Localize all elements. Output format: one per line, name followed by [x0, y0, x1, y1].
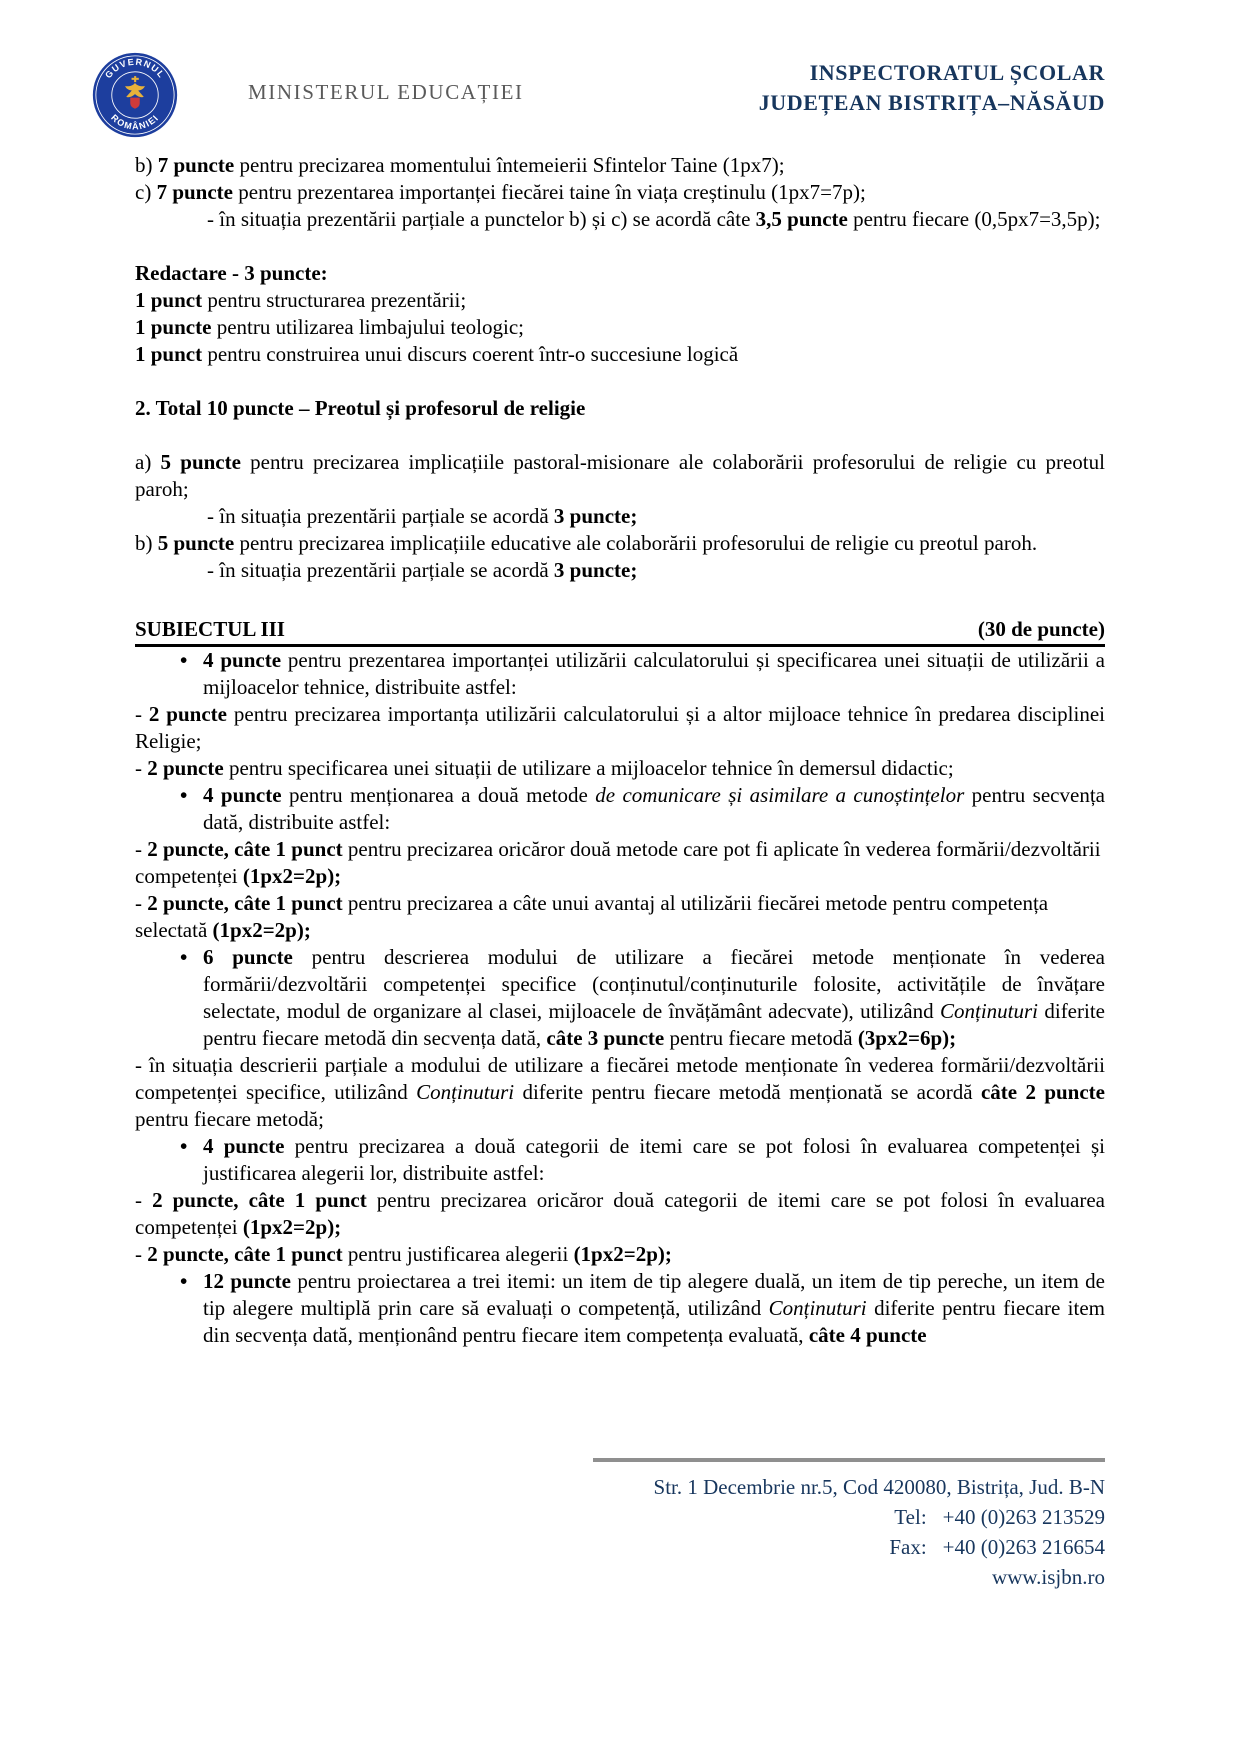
- paragraph: [135, 836, 1105, 890]
- text-run: pentru prezentarea importanței fiecărei taine în viața creștinulu (1px7=7p);: [233, 180, 866, 204]
- paragraph: [135, 755, 1105, 782]
- bullet-item: [135, 1268, 1105, 1349]
- text-run: pentru precizarea implicațiile pastoral-misionare ale colaborării profesorului de religie cu preotul paroh;: [135, 450, 1105, 501]
- text-run: pentru menționarea a două metode: [281, 783, 596, 807]
- bullet-icon: •: [180, 945, 188, 969]
- paragraph: [135, 314, 1105, 341]
- bullet-icon: •: [180, 1134, 188, 1158]
- text-run: 3,5 puncte: [755, 207, 848, 231]
- paragraph: [135, 1187, 1105, 1241]
- text-run: diferite pentru fiecare item din secvența dată, menționând pentru fiecare item competența evaluată,: [203, 1296, 1105, 1347]
- text-run: 3 puncte;: [553, 558, 638, 582]
- text-run: câte 4 puncte: [808, 1323, 927, 1347]
- text-run: - în situația prezentării parțiale a punctelor b) și c) se acordă câte: [207, 207, 756, 231]
- text-run: 5 puncte: [160, 450, 241, 474]
- text-run: -: [135, 756, 148, 780]
- text-run: pentru precizarea a două categorii de itemi care se pot folosi în evaluarea competenței și justificarea alegerii lor, distribuite astfel:: [203, 1134, 1105, 1185]
- paragraph: [135, 260, 1105, 287]
- document-body: [135, 152, 1105, 1349]
- footer-website-link[interactable]: www.isjbn.ro: [992, 1565, 1105, 1589]
- text-run: Redactare - 3 puncte:: [135, 261, 328, 285]
- text-run: pentru descrierea modului de utilizare a fiecărei metode menționate în vederea formării/dezvoltării competenței specifice (conținutul/conținuturile folosite, activitățile de învățare selectate, modul de organizare al clasei, mijloacele de învățământ adecvate), utilizând: [203, 945, 1105, 1023]
- paragraph: [135, 1052, 1105, 1133]
- text-run: -: [135, 837, 148, 861]
- logo-text-top: GUVERNUL: [103, 56, 168, 81]
- text-run: pentru precizarea oricăror două categorii de itemi care se pot folosi în evaluarea competenței: [135, 1188, 1105, 1239]
- paragraph: [135, 287, 1105, 314]
- paragraph: [135, 890, 1105, 944]
- text-run: 12 puncte: [203, 1269, 291, 1293]
- text-run: 2 puncte, câte 1 punct: [147, 837, 343, 861]
- text-run: 1 puncte: [135, 315, 212, 339]
- text-run: 6 puncte: [203, 945, 293, 969]
- text-run: 7 puncte: [156, 180, 234, 204]
- text-run: diferite pentru fiecare metodă din secvența dată,: [203, 999, 1105, 1050]
- text-run: 2 puncte, câte 1 punct: [152, 1188, 367, 1212]
- text-run: 7 puncte: [157, 153, 235, 177]
- bullet-item: [135, 647, 1105, 701]
- bullet-item: [135, 1133, 1105, 1187]
- text-run: pentru precizarea momentului întemeierii Sfintelor Taine (1px7);: [234, 153, 785, 177]
- text-run: pentru utilizarea limbajului teologic;: [211, 315, 525, 339]
- text-run: - în situația prezentării parțiale se acordă: [207, 558, 554, 582]
- text-run: c): [135, 180, 157, 204]
- text-run: (1px2=2p);: [242, 1215, 342, 1239]
- footer-divider: [593, 1458, 1105, 1462]
- text-run: b): [135, 531, 158, 555]
- bullet-icon: •: [180, 1269, 188, 1293]
- text-run: pentru fiecare metodă;: [135, 1107, 324, 1131]
- telephone-value: +40 (0)263 213529: [942, 1505, 1105, 1529]
- bullet-icon: •: [180, 783, 188, 807]
- paragraph: [135, 152, 1105, 179]
- text-run: pentru precizarea oricăror două metode care pot fi aplicate în vederea formării/dezvoltării competenței: [135, 837, 1101, 888]
- page-header: [92, 50, 1105, 145]
- page-footer: [593, 1458, 1105, 1592]
- footer-fax: [593, 1532, 1105, 1562]
- subject-line: [135, 616, 1105, 647]
- text-run: diferite pentru fiecare metodă menționată se acordă: [514, 1080, 981, 1104]
- text-run: 1 punct: [135, 342, 203, 366]
- text-run: pentru fiecare metodă: [664, 1026, 858, 1050]
- text-run: 4 puncte: [203, 648, 282, 672]
- text-run: 2 puncte, câte 1 punct: [147, 1242, 343, 1266]
- text-run: 2 puncte, câte 1 punct: [147, 891, 343, 915]
- text-run: câte 3 puncte: [546, 1026, 665, 1050]
- text-run: b): [135, 153, 158, 177]
- paragraph: [135, 341, 1105, 368]
- text-run: -: [135, 1242, 148, 1266]
- text-run: pentru precizarea a câte unui avantaj al utilizării fiecărei metode pentru competența selectată: [135, 891, 1049, 942]
- text-run: (1px2=2p);: [573, 1242, 672, 1266]
- text-run: Conținuturi: [416, 1080, 515, 1104]
- text-run: (3px2=6p);: [857, 1026, 957, 1050]
- text-run: pentru secvența dată, distribuite astfel:: [203, 783, 1105, 834]
- text-run: Conținuturi: [939, 999, 1039, 1023]
- text-run: Conținuturi: [768, 1296, 867, 1320]
- text-run: pentru specificarea unei situații de utilizare a mijloacelor tehnice în demersul didactic;: [223, 756, 954, 780]
- text-run: 4 puncte: [203, 783, 282, 807]
- text-run: - în situația prezentării parțiale se acordă: [207, 504, 554, 528]
- text-run: pentru structurarea prezentării;: [202, 288, 467, 312]
- fax-label: Fax:: [889, 1535, 927, 1559]
- text-run: pentru proiectarea a trei itemi: un item de tip alegere duală, un item de tip pereche, un item de tip alegere multiplă prin care să evaluați o competență, utilizând: [203, 1269, 1105, 1320]
- text-run: 2 puncte: [147, 756, 224, 780]
- text-run: pentru precizarea implicațiile educative ale colaborării profesorului de religie cu preotul paroh.: [234, 531, 1038, 555]
- paragraph: [135, 701, 1105, 755]
- text-run: de comunicare și asimilare a cunoștințelor: [595, 783, 965, 807]
- text-run: pentru construirea unui discurs coerent într-o succesiune logică: [202, 342, 739, 366]
- fax-value: +40 (0)263 216654: [942, 1535, 1105, 1559]
- subject-heading: SUBIECTUL III: [135, 617, 285, 641]
- logo-text-bottom: ROMÂNIEI: [109, 112, 161, 132]
- paragraph: [135, 449, 1105, 503]
- paragraph: [135, 179, 1105, 206]
- text-run: 1 punct: [135, 288, 203, 312]
- inspectorate-line1: INSPECTORATUL ȘCOLAR: [809, 60, 1105, 85]
- text-run: -: [135, 702, 149, 726]
- text-run: câte 2 puncte: [980, 1080, 1105, 1104]
- footer-address: Str. 1 Decembrie nr.5, Cod 420080, Bistrița, Jud. B-N: [653, 1475, 1105, 1499]
- paragraph: [135, 557, 1105, 584]
- text-run: 2. Total 10 puncte – Preotul și profesorul de religie: [135, 396, 586, 420]
- bullet-item: [135, 782, 1105, 836]
- paragraph: [135, 503, 1105, 530]
- ministry-title: MINISTERUL EDUCAȚIEI: [248, 80, 524, 104]
- text-run: -: [135, 891, 148, 915]
- text-run: -: [135, 1188, 153, 1212]
- text-run: 3 puncte;: [553, 504, 638, 528]
- footer-telephone: [593, 1502, 1105, 1532]
- text-run: a): [135, 450, 161, 474]
- text-run: pentru justificarea alegerii: [342, 1242, 574, 1266]
- paragraph: [135, 1241, 1105, 1268]
- bullet-icon: •: [180, 648, 188, 672]
- text-run: pentru precizarea importanța utilizării calculatorului și a altor mijloace tehnice în predarea disciplinei Religie;: [135, 702, 1105, 753]
- inspectorate-title: [759, 58, 1105, 118]
- text-run: 5 puncte: [157, 531, 235, 555]
- bullet-item: [135, 944, 1105, 1052]
- text-run: (1px2=2p);: [242, 864, 342, 888]
- subject-points: (30 de puncte): [977, 617, 1105, 641]
- text-run: pentru fiecare (0,5px7=3,5p);: [847, 207, 1101, 231]
- inspectorate-line2: JUDEȚEAN BISTRIȚA–NĂSĂUD: [758, 90, 1105, 115]
- paragraph: [135, 206, 1105, 233]
- paragraph: [135, 530, 1105, 557]
- text-run: pentru prezentarea importanței utilizării calculatorului și specificarea unei situații de utilizării a mijloacelor tehnice, distribuite astfel:: [203, 648, 1105, 699]
- text-run: 4 puncte: [203, 1134, 285, 1158]
- text-run: - în situația descrierii parțiale a modului de utilizare a fiecărei metode menționate în vederea formării/dezvoltării competenței specifice, utilizând: [135, 1053, 1105, 1104]
- romanian-government-seal-icon: [92, 52, 178, 138]
- paragraph: [135, 395, 1105, 422]
- text-run: (1px2=2p);: [212, 918, 311, 942]
- telephone-label: Tel:: [894, 1505, 927, 1529]
- text-run: 2 puncte: [148, 702, 227, 726]
